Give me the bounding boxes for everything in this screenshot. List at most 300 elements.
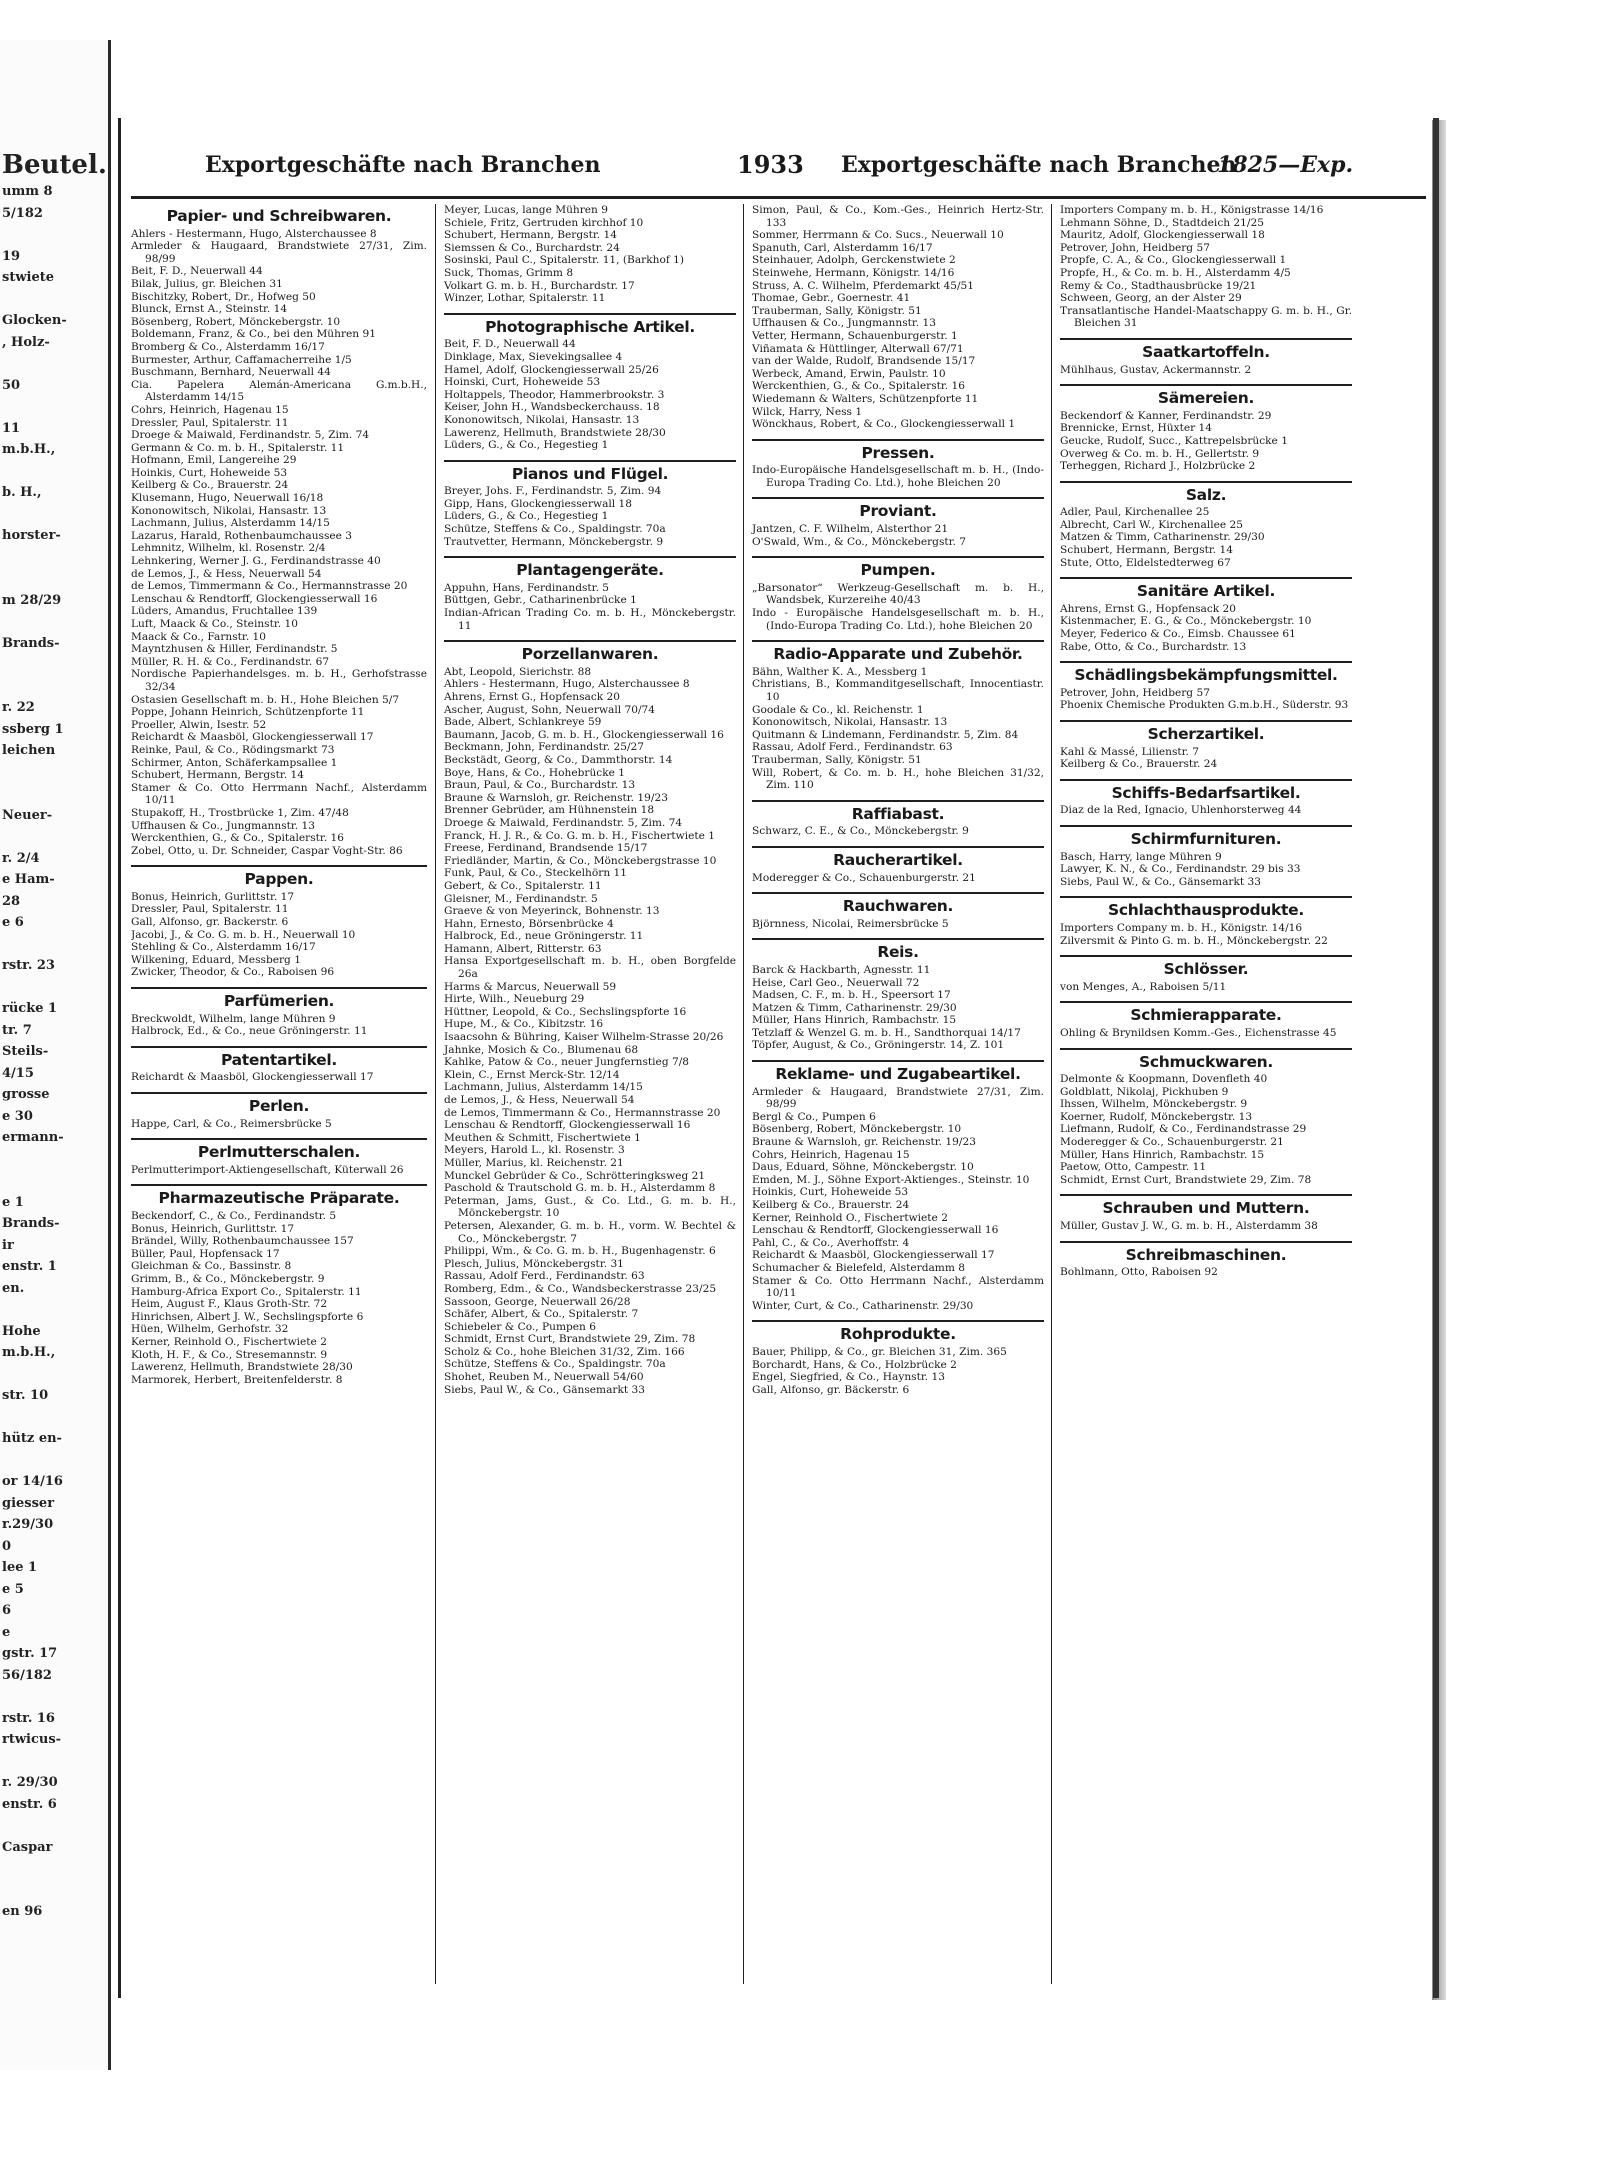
section-rule xyxy=(1060,720,1352,722)
directory-entry: Kononowitsch, Nikolai, Hansastr. 13 xyxy=(131,504,327,517)
directory-entry: Keiser, John H., Wandsbeckerchauss. 18 xyxy=(444,401,660,414)
directory-entry: Ahlers - Hestermann, Hugo, Alsterchaussee 8 xyxy=(444,678,690,691)
gutter-fragment: r. 22 xyxy=(2,700,35,715)
directory-entry: Björnness, Nicolai, Reimersbrücke 5 xyxy=(752,917,949,930)
directory-entry: Stute, Otto, Eldelstedterweg 67 xyxy=(1060,556,1231,569)
gutter-fragment: 50 xyxy=(2,377,21,393)
directory-entry: Lehmann Söhne, D., Stadtdeich 21/25 xyxy=(1060,216,1264,229)
directory-entry: Cohrs, Heinrich, Hagenau 15 xyxy=(752,1148,910,1161)
section-title: Proviant. xyxy=(859,502,937,521)
directory-entry: Lehmnitz, Wilhelm, kl. Rosenstr. 2/4 xyxy=(131,542,326,555)
directory-entry: Happe, Carl, & Co., Reimersbrücke 5 xyxy=(131,1117,332,1130)
directory-entry: Beckstädt, Georg, & Co., Dammthorstr. 14 xyxy=(444,753,673,766)
directory-entry: Reinke, Paul, & Co., Rödingsmarkt 73 xyxy=(131,743,335,756)
section-title: Schrauben und Muttern. xyxy=(1102,1199,1310,1218)
section-title: Perlen. xyxy=(248,1097,310,1115)
directory-entry: Blunck, Ernst A., Steinstr. 14 xyxy=(131,303,288,316)
directory-entry: Indo - Europäische Handelsgesellschaft m. b. H., (Indo-Europa Trading Co. Ltd.), hohe Bleichen 20 xyxy=(752,607,1044,632)
gutter-fragment: enstr. 1 xyxy=(2,1259,57,1274)
directory-entry: Bösenberg, Robert, Mönckebergstr. 10 xyxy=(131,315,341,328)
section-title: Pharmazeutische Präparate. xyxy=(158,1189,400,1208)
directory-entry: Büller, Paul, Hopfensack 17 xyxy=(131,1247,280,1260)
directory-entry: Jantzen, C. F. Wilhelm, Alsterthor 21 xyxy=(752,523,949,536)
left-page-gutter xyxy=(0,40,111,2070)
gutter-fragment: Neuer- xyxy=(2,807,53,823)
gutter-fragment: Beutel. xyxy=(2,150,107,180)
column-2 xyxy=(435,204,744,1984)
directory-entry: Barck & Hackbarth, Agnesstr. 11 xyxy=(752,963,931,976)
section-title: Saatkartoffeln. xyxy=(1142,342,1270,361)
section-rule xyxy=(752,846,1044,848)
section-rule xyxy=(752,640,1044,642)
directory-entry: Bromberg & Co., Alsterdamm 16/17 xyxy=(131,340,325,353)
directory-entry: Tetzlaff & Wenzel G. m. b. H., Sandthorquai 14/17 xyxy=(752,1026,1021,1039)
directory-entry: Importers Company m. b. H., Königstr. 14/16 xyxy=(1060,921,1303,934)
gutter-fragment: m.b.H., xyxy=(2,442,56,457)
section-rule xyxy=(1060,825,1352,827)
section-title: Rohprodukte. xyxy=(840,1325,956,1344)
directory-entry: Müller, R. H. & Co., Ferdinandstr. 67 xyxy=(131,655,330,668)
directory-entry: Gall, Alfonso, gr. Backerstr. 6 xyxy=(131,916,289,929)
directory-entry: Graeve & von Meyerinck, Bohnenstr. 13 xyxy=(444,905,660,918)
directory-entry: Wiedemann & Walters, Schützenpforte 11 xyxy=(752,392,979,405)
directory-entry: Maack & Co., Farnstr. 10 xyxy=(131,630,267,643)
directory-entry: Kononowitsch, Nikolai, Hansastr. 13 xyxy=(444,413,640,426)
section-title: Pressen. xyxy=(861,443,935,462)
section-rule xyxy=(752,1060,1044,1062)
directory-entry: Paschold & Trautschold G. m. b. H., Alsterdamm 8 xyxy=(444,1182,716,1195)
directory-entry: Germann & Co. m. b. H., Spitalerstr. 11 xyxy=(131,441,345,454)
section-rule xyxy=(1060,577,1352,579)
directory-entry: Ascher, August, Sohn, Neuerwall 70/74 xyxy=(444,703,656,716)
directory-entry: Poppe, Johann Heinrich, Schützenpforte 11 xyxy=(131,706,365,719)
gutter-fragment: rstr. 16 xyxy=(2,1710,55,1726)
directory-entry: Ahrens, Ernst G., Hopfensack 20 xyxy=(1060,602,1237,615)
section-rule xyxy=(1060,1001,1352,1003)
directory-entry: Gleichman & Co., Bassinstr. 8 xyxy=(131,1260,292,1273)
section-title: Papier- und Schreibwaren. xyxy=(166,207,392,225)
section-title: Schmierapparate. xyxy=(1130,1006,1282,1025)
directory-entry: Lüders, G., & Co., Hegestieg 1 xyxy=(444,439,609,452)
directory-entry: Basch, Harry, lange Mühren 9 xyxy=(1060,850,1222,863)
gutter-fragment: r.29/30 xyxy=(2,1517,54,1532)
directory-entry: Bösenberg, Robert, Mönckebergstr. 10 xyxy=(752,1123,962,1136)
directory-entry: Goldblatt, Nikolaj, Pickhuben 9 xyxy=(1060,1085,1229,1098)
directory-entry: Vetter, Hermann, Schauenburgerstr. 1 xyxy=(752,329,958,342)
directory-entry: Bischitzky, Robert, Dr., Hofweg 50 xyxy=(131,290,316,303)
directory-entry: Pahl, C., & Co., Averhoffstr. 4 xyxy=(752,1236,910,1249)
directory-entry: Dressler, Paul, Spitalerstr. 11 xyxy=(131,903,289,916)
gutter-fragment: 19 xyxy=(2,248,21,264)
gutter-fragment: r. 29/30 xyxy=(2,1775,58,1790)
directory-entry: Daus, Eduard, Söhne, Mönckebergstr. 10 xyxy=(752,1161,974,1174)
directory-entry: Albrecht, Carl W., Kirchenallee 25 xyxy=(1060,518,1243,531)
directory-entry: Volkart G. m. b. H., Burchardstr. 17 xyxy=(444,279,635,292)
directory-entry: Winter, Curt, & Co., Catharinenstr. 29/30 xyxy=(752,1299,974,1312)
directory-entry: Indo-Europäische Handelsgesellschaft m. b. H., (Indo-Europa Trading Co. Ltd.), hohe Bleichen 20 xyxy=(752,464,1044,489)
section-title: Schiffs-Bedarfsartikel. xyxy=(1111,783,1301,802)
section-rule xyxy=(752,439,1044,441)
column-1 xyxy=(131,204,435,1984)
directory-entry: Meyers, Harold L., kl. Rosenstr. 3 xyxy=(444,1144,625,1157)
directory-entry: Hirte, Wilh., Neueburg 29 xyxy=(444,993,585,1006)
gutter-fragment: m 28/29 xyxy=(2,592,62,608)
directory-entry: de Lemos, J., & Hess, Neuerwall 54 xyxy=(444,1094,635,1106)
directory-entry: Jacobi, J., & Co. G. m. b. H., Neuerwall 10 xyxy=(131,928,356,941)
directory-entry: Trautvetter, Hermann, Mönckebergstr. 9 xyxy=(444,535,664,548)
directory-entry: Heise, Carl Geo., Neuerwall 72 xyxy=(752,976,920,989)
gutter-fragment: 0 xyxy=(2,1538,12,1554)
directory-entry: Armleder & Haugaard, Brandstwiete 27/31, Zim. 98/99 xyxy=(752,1085,1044,1111)
directory-entry: Reichardt & Maasböl, Glockengiesserwall 17 xyxy=(131,731,374,744)
directory-entry: Mayntzhusen & Hiller, Ferdinandstr. 5 xyxy=(131,643,338,656)
gutter-fragment: tr. 7 xyxy=(2,1022,32,1038)
directory-entry: Breyer, Johs. F., Ferdinandstr. 5, Zim. 94 xyxy=(444,485,662,498)
header-right-title: Exportgeschäfte nach Branchen xyxy=(841,152,1237,178)
header-rule xyxy=(131,196,1426,199)
directory-entry: Kononowitsch, Nikolai, Hansastr. 13 xyxy=(752,716,948,729)
directory-entry: Meyer, Federico & Co., Eimsb. Chaussee 61 xyxy=(1060,628,1296,641)
directory-entry: Siebs, Paul W., & Co., Gänsemarkt 33 xyxy=(444,1383,646,1396)
directory-entry: Uffhausen & Co., Jungmannstr. 13 xyxy=(131,819,315,832)
directory-entry: Schütze, Steffens & Co., Spaldingstr. 70a xyxy=(444,523,666,536)
directory-entry: Thomae, Gebr., Goernestr. 41 xyxy=(752,292,911,305)
directory-entry: Halbrock, Ed., & Co., neue Gröningerstr. 11 xyxy=(131,1025,368,1038)
directory-entry: Abt, Leopold, Sierichstr. 88 xyxy=(444,665,592,678)
directory-entry: Bohlmann, Otto, Raboisen 92 xyxy=(1060,1266,1218,1279)
directory-entry: Rabe, Otto, & Co., Burchardstr. 13 xyxy=(1060,640,1247,653)
directory-entry: Töpfer, August, & Co., Gröningerstr. 14, Z. 101 xyxy=(752,1039,1005,1052)
directory-entry: Mauritz, Adolf, Glockengiesserwall 18 xyxy=(1060,229,1265,242)
directory-entry: de Lemos, Timmermann & Co., Hermannstrasse 20 xyxy=(131,580,408,593)
directory-entry: Delmonte & Koopmann, Dovenfleth 40 xyxy=(1060,1073,1268,1086)
gutter-fragment: giesser xyxy=(2,1495,55,1511)
directory-entry: Ahlers - Hestermann, Hugo, Alsterchaussee 8 xyxy=(131,227,377,240)
directory-entry: Lawerenz, Hellmuth, Brandstwiete 28/30 xyxy=(131,1361,353,1374)
directory-entry: Sommer, Herrmann & Co. Sucs., Neuerwall 10 xyxy=(752,229,1004,242)
directory-entry: Quitmann & Lindemann, Ferdinandstr. 5, Zim. 84 xyxy=(752,728,1019,741)
directory-entry: Schubert, Hermann, Bergstr. 14 xyxy=(1060,544,1233,557)
gutter-fragment: hütz en- xyxy=(2,1431,62,1446)
section-title: Patentartikel. xyxy=(220,1050,337,1069)
directory-entry: Wilkening, Eduard, Messberg 1 xyxy=(131,953,301,966)
gutter-fragment: ir xyxy=(2,1237,14,1253)
gutter-fragment: stwiete xyxy=(2,270,54,285)
section-rule xyxy=(1060,779,1352,781)
directory-entry: Droege & Maiwald, Ferdinandstr. 5, Zim. 74 xyxy=(444,816,683,829)
section-title: Pianos und Flügel. xyxy=(511,464,669,483)
directory-entry: Petrover, John, Heidberg 57 xyxy=(1060,686,1210,699)
directory-entry: Hinrichsen, Albert J. W., Sechslingspforte 6 xyxy=(131,1310,364,1323)
section-rule xyxy=(131,1184,427,1186)
section-rule xyxy=(752,556,1044,558)
directory-entry: Stupakoff, H., Trostbrücke 1, Zim. 47/48 xyxy=(131,806,349,819)
gutter-fragment: 4/15 xyxy=(2,1065,34,1081)
directory-entry: Importers Company m. b. H., Königstrasse 14/16 xyxy=(1060,204,1324,216)
section-title: Raffiabast. xyxy=(851,804,945,823)
section-rule xyxy=(1060,481,1352,483)
section-rule xyxy=(131,1138,427,1140)
section-title: Reis. xyxy=(877,943,919,962)
directory-entry: Lachmann, Julius, Alsterdamm 14/15 xyxy=(444,1081,643,1094)
directory-entry: Lenschau & Rendtorff, Glockengiesserwall 16 xyxy=(131,592,378,605)
directory-entry: Keilberg & Co., Brauerstr. 24 xyxy=(752,1199,910,1211)
gutter-fragment: e 30 xyxy=(2,1108,33,1124)
directory-entry: Transatlantische Handel-Maatschappy G. m. b. H., Gr. Bleichen 31 xyxy=(1060,304,1352,330)
section-rule xyxy=(1060,384,1352,386)
directory-entry: Gall, Alfonso, gr. Bäckerstr. 6 xyxy=(752,1383,910,1396)
section-title: Photographische Artikel. xyxy=(485,317,695,336)
gutter-fragment: horster- xyxy=(2,528,61,543)
directory-entry: van der Walde, Rudolf, Brandsende 15/17 xyxy=(752,355,976,368)
directory-entry: Romberg, Edm., & Co., Wandsbeckerstrasse 23/25 xyxy=(444,1282,717,1295)
directory-entry: Indian-African Trading Co. m. b. H., Mönckebergstr. 11 xyxy=(444,607,736,632)
gutter-fragment: e 5 xyxy=(2,1581,24,1597)
directory-entry: Bähn, Walther K. A., Messberg 1 xyxy=(752,665,928,678)
gutter-fragment: 5/182 xyxy=(2,205,43,221)
section-title: Reklame- und Zugabeartikel. xyxy=(775,1065,1021,1084)
directory-entry: Plesch, Julius, Mönckebergstr. 31 xyxy=(444,1257,624,1270)
directory-entry: Baumann, Jacob, G. m. b. H., Glockengiesserwall 16 xyxy=(444,728,724,741)
directory-entry: Hamann, Albert, Ritterstr. 63 xyxy=(444,942,602,955)
section-title: Sanitäre Artikel. xyxy=(1136,582,1276,601)
gutter-fragment: str. 10 xyxy=(2,1388,49,1403)
gutter-fragment: m.b.H., xyxy=(2,1345,56,1360)
directory-entry: Beckmann, John, Ferdinandstr. 25/27 xyxy=(444,741,645,754)
directory-entry: Luft, Maack & Co., Steinstr. 10 xyxy=(131,618,298,630)
directory-entry: Schmidt, Ernst Curt, Brandstwiete 29, Zim. 78 xyxy=(444,1333,696,1346)
directory-entry: Braune & Warnsloh, gr. Reichenstr. 19/23 xyxy=(752,1136,976,1149)
directory-entry: Boldemann, Franz, & Co., bei den Mühren 91 xyxy=(131,328,376,341)
directory-entry: Hamburg-Africa Export Co., Spitalerstr. 11 xyxy=(131,1285,362,1298)
directory-entry: Bonus, Heinrich, Gurlittstr. 17 xyxy=(131,890,295,903)
section-rule xyxy=(752,892,1044,894)
directory-entry: Struss, A. C. Wilhelm, Pferdemarkt 45/51 xyxy=(752,279,975,292)
section-title: Pumpen. xyxy=(860,561,936,580)
gutter-fragment: , Holz- xyxy=(2,334,50,350)
directory-entry: Friedländer, Martin, & Co., Mönckebergstrasse 10 xyxy=(444,854,717,867)
directory-entry: Matzen & Timm, Catharinenstr. 29/30 xyxy=(752,1001,957,1014)
directory-entry: de Lemos, J., & Hess, Neuerwall 54 xyxy=(131,567,322,580)
section-rule xyxy=(1060,1241,1352,1243)
gutter-fragment: ermann- xyxy=(2,1130,64,1145)
section-rule xyxy=(131,1046,427,1048)
directory-entry: Lazarus, Harald, Rothenbaumchaussee 3 xyxy=(131,529,353,542)
gutter-fragment: rstr. 23 xyxy=(2,958,55,973)
directory-entry: Ahrens, Ernst G., Hopfensack 20 xyxy=(444,691,621,703)
directory-entry: Holtappels, Theodor, Hammerbrookstr. 3 xyxy=(444,388,665,401)
directory-entry: Dinklage, Max, Sievekingsallee 4 xyxy=(444,350,623,363)
directory-entry: Lachmann, Julius, Alsterdamm 14/15 xyxy=(131,517,330,530)
directory-entry: Gleisner, M., Ferdinandstr. 5 xyxy=(444,892,598,905)
directory-entry: „Barsonator“ Werkzeug-Gesellschaft m. b. H., Wandsbek, Kurzereihe 40/43 xyxy=(752,581,1044,607)
directory-entry: Schmidt, Ernst Curt, Brandstwiete 29, Zim. 78 xyxy=(1060,1173,1312,1186)
gutter-fragment: b. H., xyxy=(2,485,42,500)
gutter-fragment: e Ham- xyxy=(2,872,55,887)
directory-entry: Meuthen & Schmitt, Fischertwiete 1 xyxy=(444,1131,641,1144)
section-title: Raucherartikel. xyxy=(833,850,963,869)
directory-entry: Gipp, Hans, Glockengiesserwall 18 xyxy=(444,497,633,510)
header-left-title: Exportgeschäfte nach Branchen xyxy=(205,152,601,178)
directory-entry: Rassau, Adolf Ferd., Ferdinandstr. 63 xyxy=(444,1270,645,1283)
directory-entry: Schäfer, Albert, & Co., Spitalerstr. 7 xyxy=(444,1308,639,1321)
directory-entry: Schütze, Steffens & Co., Spaldingstr. 70a xyxy=(444,1358,666,1371)
directory-entry: Geucke, Rudolf, Succ., Kattrepelsbrücke 1 xyxy=(1060,434,1288,447)
directory-entry: Lüders, Amandus, Fruchtallee 139 xyxy=(131,605,318,618)
section-rule xyxy=(1060,1048,1352,1050)
directory-entry: Moderegger & Co., Schauenburgerstr. 21 xyxy=(1060,1136,1284,1149)
directory-entry: Müller, Gustav J. W., G. m. b. H., Alsterdamm 38 xyxy=(1060,1220,1318,1233)
directory-entry: Wilck, Harry, Ness 1 xyxy=(752,405,863,418)
section-rule xyxy=(131,987,427,989)
directory-entry: Scholz & Co., hohe Bleichen 31/32, Zim. 166 xyxy=(444,1345,685,1358)
section-title: Salz. xyxy=(1185,485,1227,504)
directory-entry: de Lemos, Timmermann & Co., Hermannstrasse 20 xyxy=(444,1106,721,1119)
directory-entry: Schirmer, Anton, Schäferkampsallee 1 xyxy=(131,756,338,769)
directory-entry: Liefmann, Rudolf, & Co., Ferdinandstrasse 29 xyxy=(1060,1123,1307,1136)
directory-entry: Buschmann, Bernhard, Neuerwall 44 xyxy=(131,366,331,379)
directory-entry: Beit, F. D., Neuerwall 44 xyxy=(131,265,263,278)
directory-entry: Sosinski, Paul C., Spitalerstr. 11, (Barkhof 1) xyxy=(444,254,684,267)
directory-entry: Bonus, Heinrich, Gurlittstr. 17 xyxy=(131,1222,295,1235)
directory-entry: Burmester, Arthur, Caffamacherreihe 1/5 xyxy=(131,353,352,366)
gutter-fragment: rücke 1 xyxy=(2,1001,58,1016)
directory-entry: Philippi, Wm., & Co. G. m. b. H., Bugenhagenstr. 6 xyxy=(444,1245,716,1258)
section-title: Schmuckwaren. xyxy=(1138,1052,1274,1071)
directory-entry: Reichardt & Maasböl, Glockengiesserwall 17 xyxy=(752,1249,995,1262)
directory-entry: Peterman, Jams, Gust., & Co. Ltd., G. m. b. H., Mönckebergstr. 10 xyxy=(444,1194,736,1220)
directory-entry: Dressler, Paul, Spitalerstr. 11 xyxy=(131,416,289,429)
directory-entry: Lehnkering, Werner J. G., Ferdinandstrasse 40 xyxy=(131,555,381,568)
directory-entry: Droege & Maiwald, Ferdinandstr. 5, Zim. 74 xyxy=(131,429,370,442)
directory-entry: Viñamata & Hüttlinger, Alterwall 67/71 xyxy=(752,342,964,355)
page-number: 1933 xyxy=(737,150,804,179)
directory-entry: Appuhn, Hans, Ferdinandstr. 5 xyxy=(444,581,610,594)
gutter-fragment: enstr. 6 xyxy=(2,1796,57,1812)
directory-entry: Ihssen, Wilhelm, Mönckebergstr. 9 xyxy=(1060,1098,1248,1111)
directory-entry: Kerner, Reinhold O., Fischertwiete 2 xyxy=(752,1211,948,1224)
directory-entry: Reichardt & Maasböl, Glockengiesserwall 17 xyxy=(131,1071,374,1084)
directory-entry: Hansa Exportgesellschaft m. b. H., oben Borgfelde 26a xyxy=(444,955,736,981)
directory-entry: Diaz de la Red, Ignacio, Uhlenhorsterweg 44 xyxy=(1060,804,1302,817)
directory-entry: Schumacher & Bielefeld, Alsterdamm 8 xyxy=(752,1261,966,1274)
directory-entry: Bauer, Philipp, & Co., gr. Bleichen 31, Zim. 365 xyxy=(752,1345,1007,1358)
directory-entry: Zilversmit & Pinto G. m. b. H., Mönckebergstr. 22 xyxy=(1060,934,1328,947)
directory-entry: Stamer & Co. Otto Herrmann Nachf., Alsterdamm 10/11 xyxy=(752,1274,1044,1300)
gutter-fragment: 11 xyxy=(2,420,21,436)
directory-entry: Boye, Hans, & Co., Hohebrücke 1 xyxy=(444,766,626,779)
directory-entry: Braune & Warnsloh, gr. Reichenstr. 19/23 xyxy=(444,791,668,804)
section-rule xyxy=(752,800,1044,802)
gutter-fragment: gstr. 17 xyxy=(2,1646,58,1661)
section-title: Plantagengeräte. xyxy=(516,561,664,580)
directory-entry: Petrover, John, Heidberg 57 xyxy=(1060,241,1210,254)
section-title: Schlösser. xyxy=(1163,960,1249,979)
gutter-fragment: e 1 xyxy=(2,1194,24,1210)
gutter-fragment: e xyxy=(2,1624,11,1640)
gutter-fragment: 6 xyxy=(2,1603,12,1618)
section-rule xyxy=(1060,338,1352,340)
columns xyxy=(131,204,1426,1984)
gutter-fragment: Brands- xyxy=(2,635,60,651)
section-title: Schlachthausprodukte. xyxy=(1108,901,1304,920)
section-rule xyxy=(752,497,1044,499)
gutter-fragment: umm 8 xyxy=(2,184,53,199)
gutter-fragment: ssberg 1 xyxy=(2,721,64,737)
directory-entry: Shohet, Reuben M., Neuerwall 54/60 xyxy=(444,1371,644,1384)
directory-entry: Keilberg & Co., Brauerstr. 24 xyxy=(131,479,289,492)
section-title: Sämereien. xyxy=(1157,389,1255,408)
gutter-fragment: r. 2/4 xyxy=(2,850,40,866)
section-title: Schirmfurnituren. xyxy=(1130,829,1282,848)
directory-entry: Kahlke, Patow & Co., neuer Jungfernstieg 7/8 xyxy=(444,1056,690,1069)
directory-entry: Propfe, C. A., & Co., Glockengiesserwall 1 xyxy=(1060,254,1287,267)
directory-entry: Kloth, H. F., & Co., Stresemannstr. 9 xyxy=(131,1348,328,1361)
directory-entry: Terheggen, Richard J., Holzbrücke 2 xyxy=(1060,460,1256,473)
directory-entry: Hamel, Adolf, Glockengiesserwall 25/26 xyxy=(444,363,659,376)
directory-entry: Müller, Hans Hinrich, Rambachstr. 15 xyxy=(752,1014,957,1027)
section-rule xyxy=(1060,955,1352,957)
directory-entry: Trauberman, Sally, Königstr. 51 xyxy=(752,753,922,766)
directory-entry: Keilberg & Co., Brauerstr. 24 xyxy=(1060,758,1218,771)
directory-entry: Bergl & Co., Pumpen 6 xyxy=(752,1110,876,1123)
directory-entry: Lawerenz, Hellmuth, Brandstwiete 28/30 xyxy=(444,426,666,439)
directory-entry: Hüen, Wilhelm, Gerhofstr. 32 xyxy=(131,1323,289,1336)
directory-entry: Stehling & Co., Alsterdamm 16/17 xyxy=(131,941,316,954)
section-rule xyxy=(444,313,736,315)
gutter-fragment: or 14/16 xyxy=(2,1474,63,1489)
directory-entry: Nordische Papierhandelsges. m. b. H., Gerhofstrasse 32/34 xyxy=(131,668,427,693)
section-rule xyxy=(1060,896,1352,898)
directory-entry: Lawyer, K. N., & Co., Ferdinandstr. 29 bis 33 xyxy=(1060,863,1301,876)
section-title: Schädlingsbekämpfungsmittel. xyxy=(1074,666,1338,685)
directory-entry: Adler, Paul, Kirchenallee 25 xyxy=(1060,506,1210,519)
directory-entry: Moderegger & Co., Schauenburgerstr. 21 xyxy=(752,871,976,884)
section-title: Scherzartikel. xyxy=(1147,725,1265,743)
directory-entry: Klusemann, Hugo, Neuerwall 16/18 xyxy=(131,492,324,505)
directory-page xyxy=(118,118,1439,1998)
section-rule xyxy=(444,640,736,642)
directory-entry: Jahnke, Mosich & Co., Blumenau 68 xyxy=(444,1043,639,1056)
directory-entry: Suck, Thomas, Grimm 8 xyxy=(444,266,574,279)
section-rule xyxy=(752,938,1044,940)
gutter-fragment: 28 xyxy=(2,893,21,909)
directory-entry: Lenschau & Rendtorff, Glockengiesserwall 16 xyxy=(444,1119,691,1132)
directory-entry: Brenner Gebrüder, am Hühnenstein 18 xyxy=(444,804,655,817)
directory-entry: Hoinkis, Curt, Hoheweide 53 xyxy=(752,1186,909,1199)
directory-entry: O'Swald, Wm., & Co., Mönckebergstr. 7 xyxy=(752,535,967,548)
directory-entry: Petersen, Alexander, G. m. b. H., vorm. W. Bechtel & Co., Mönckebergstr. 7 xyxy=(444,1219,736,1245)
directory-entry: Phoenix Chemische Produkten G.m.b.H., Süderstr. 93 xyxy=(1060,699,1349,712)
directory-entry: Cohrs, Heinrich, Hagenau 15 xyxy=(131,403,289,416)
section-title: Pappen. xyxy=(244,870,314,889)
directory-entry: Müller, Marius, kl. Reichenstr. 21 xyxy=(444,1156,624,1169)
directory-entry: Simon, Paul, & Co., Kom.-Ges., Heinrich Hertz-Str. 133 xyxy=(752,204,1044,229)
directory-entry: Schubert, Hermann, Bergstr. 14 xyxy=(444,229,617,242)
directory-entry: Beckendorf, C., & Co., Ferdinandstr. 5 xyxy=(131,1209,337,1222)
directory-entry: Spanuth, Carl, Alsterdamm 16/17 xyxy=(752,241,933,254)
directory-entry: Armleder & Haugaard, Brandstwiete 27/31, Zim. 98/99 xyxy=(131,240,427,265)
directory-entry: Klein, C., Ernst Merck-Str. 12/14 xyxy=(444,1068,620,1081)
directory-entry: Lenschau & Rendtorff, Glockengiesserwall 16 xyxy=(752,1224,999,1237)
directory-entry: Schubert, Hermann, Bergstr. 14 xyxy=(131,769,304,782)
directory-entry: Rassau, Adolf Ferd., Ferdinandstr. 63 xyxy=(752,741,953,754)
directory-entry: Braun, Paul, & Co., Burchardstr. 13 xyxy=(444,779,636,792)
gutter-fragment: e 6 xyxy=(2,915,24,930)
directory-entry: Gebert, & Co., Spitalerstr. 11 xyxy=(444,879,602,892)
directory-entry: Goodale & Co., kl. Reichenstr. 1 xyxy=(752,703,924,716)
directory-entry: Remy & Co., Stadthausbrücke 19/21 xyxy=(1060,279,1257,292)
